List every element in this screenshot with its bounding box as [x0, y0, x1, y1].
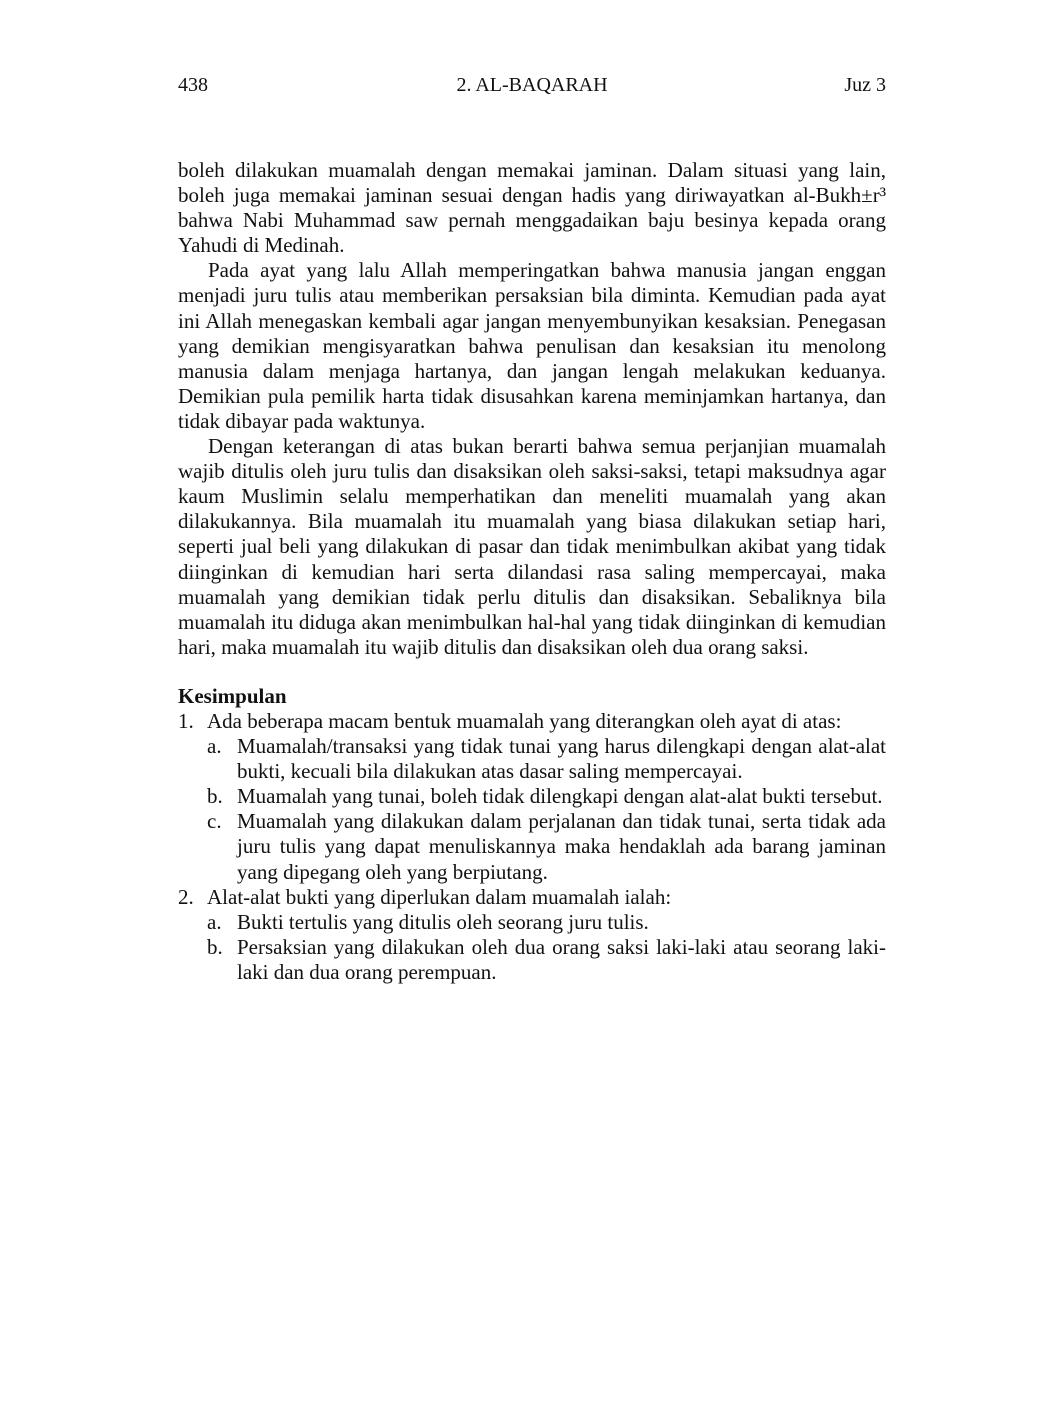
running-title: 2. AL-BAQARAH — [456, 74, 608, 96]
paragraph: Dengan keterangan di atas bukan berarti bahwa semua perjanjian muamalah wajib ditulis oleh juru tulis dan disaksikan oleh saksi-saksi, tetapi maksudnya agar kaum Muslimin selalu memperhatikan dan meneliti muamalah yang akan dilakukannya. Bila muamalah itu muamalah yang biasa dilakukan setiap hari, seperti jual beli yang dilakukan di pasar dan tidak menimbulkan akibat yang tidak diinginkan di kemudian hari serta dilandasi rasa saling mempercayai, maka muamalah yang demikian tidak perlu ditulis dan disaksikan. Sebaliknya bila muamalah itu diduga akan menimbulkan hal-hal yang tidak diinginkan di kemudian hari, maka muamalah itu wajib ditulis dan disaksikan oleh dua orang saksi. — [178, 434, 886, 659]
sub-list-item-text: Muamalah yang dilakukan dalam perjalanan dan tidak tunai, serta tidak ada juru tulis yang dapat menuliskannya maka hendaklah ada barang jaminan yang dipegang oleh yang berpiutang. — [237, 809, 886, 884]
sub-list-item — [207, 734, 886, 784]
sub-list-item — [207, 784, 886, 809]
page-header — [178, 72, 886, 98]
list-marker: 2. — [178, 884, 194, 909]
sub-list-marker: c. — [207, 809, 222, 834]
sub-list-item-text: Bukti tertulis yang ditulis oleh seorang juru tulis. — [237, 909, 649, 934]
paragraph: Pada ayat yang lalu Allah memperingatkan bahwa manusia jangan enggan menjadi juru tulis atau memberikan persaksian bila diminta. Kemudian pada ayat ini Allah menegaskan kembali agar jangan menyembunyikan kesaksian. Penegasan yang demikian mengisyaratkan bahwa penulisan dan kesaksian itu menolong manusia dalam menjaga hartanya, dan jangan lengah melakukan keduanya. Demikian pula pemilik harta tidak disusahkan karena meminjamkan hartanya, dan tidak dibayar pada waktunya. — [178, 258, 886, 433]
juz-label: Juz 3 — [844, 74, 886, 96]
sub-list-marker: b. — [207, 934, 223, 959]
paragraph: boleh dilakukan muamalah dengan memakai jaminan. Dalam situasi yang lain, boleh juga memakai jaminan sesuai dengan hadis yang diriwayatkan al-Bukh±r³ bahwa Nabi Muhammad saw pernah menggadaikan baju besinya kepada orang Yahudi di Medinah. — [178, 158, 886, 258]
page-number: 438 — [178, 74, 208, 96]
page-body — [178, 158, 886, 985]
sub-list-marker: a. — [207, 734, 222, 759]
sub-list-item — [207, 910, 886, 935]
sub-list-item-text: Persaksian yang dilakukan oleh dua orang saksi laki-laki atau seorang laki-laki dan dua orang perempuan. — [237, 934, 886, 984]
conclusion-list — [178, 709, 886, 985]
list-item — [178, 709, 886, 885]
sub-list-item-text: Muamalah yang tunai, boleh tidak dilengkapi dengan alat-alat bukti tersebut. — [237, 784, 883, 809]
sub-list-item — [207, 935, 886, 985]
section-heading-kesimpulan: Kesimpulan — [178, 683, 287, 708]
list-marker: 1. — [178, 708, 194, 733]
sub-list-marker: b. — [207, 784, 223, 809]
list-item-text: Alat-alat bukti yang diperlukan dalam muamalah ialah: — [207, 884, 672, 909]
sub-list-item-text: Muamalah/transaksi yang tidak tunai yang harus dilengkapi dengan alat-alat bukti, kecuali bila dilakukan atas dasar saling mempercayai. — [237, 734, 886, 784]
sub-list-item — [207, 809, 886, 884]
list-item-text: Ada beberapa macam bentuk muamalah yang diterangkan oleh ayat di atas: — [207, 708, 842, 733]
sub-list-marker: a. — [207, 909, 222, 934]
list-item — [178, 885, 886, 985]
